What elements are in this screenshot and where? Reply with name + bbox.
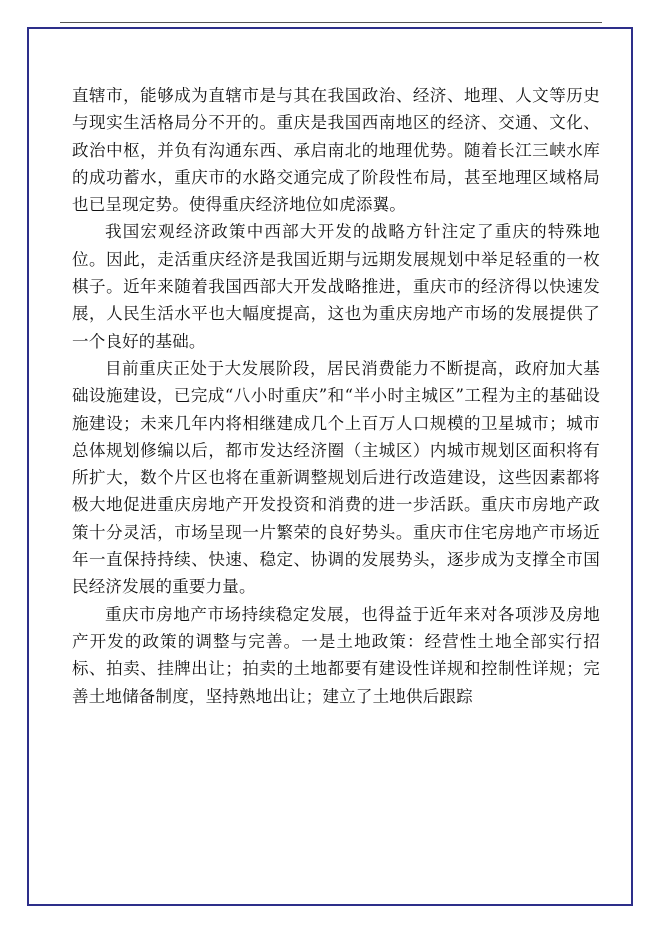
paragraph-4: 重庆市房地产市场持续稳定发展，也得益于近年来对各项涉及房地产开发的政策的调整与完善。一是土地政策：经营性土地全部实行招标、拍卖、挂牌出让；拍卖的土地都要有建设性详规和控制性详规；完善土地储备制度，坚持熟地出让；建立了土地供后跟踪 <box>72 604 600 706</box>
document-body <box>72 82 600 710</box>
paragraph-1: 直辖市，能够成为直辖市是与其在我国政治、经济、地理、人文等历史与现实生活格局分不开的。重庆是我国西南地区的经济、交通、文化、政治中枢，并负有沟通东西、承启南北的地理优势。随着长江三峡水库的成功蓄水，重庆市的水路交通完成了阶段性布局，甚至地理区域格局也已呈现定势。使得重庆经济地位如虎添翼。 <box>72 86 600 215</box>
header-rule <box>60 22 602 23</box>
paragraph-3: 目前重庆正处于大发展阶段，居民消费能力不断提高，政府加大基础设施建设，已完成“八小时重庆”和“半小时主城区”工程为主的基础设施建设；未来几年内将相继建成几个上百万人口规模的卫星城市；城市总体规划修编以后，都市发达经济圈（主城区）内城市规划区面积将有所扩大，数个片区也将在重新调整规划后进行改造建设，这些因素都将极大地促进重庆房地产开发投资和消费的进一步活跃。重庆市房地产政策十分灵活，市场呈现一片繁荣的良好势头。重庆市住宅房地产市场近年一直保持持续、快速、稳定、协调的发展势头，逐步成为支撑全市国民经济发展的重要力量。 <box>72 358 600 597</box>
paragraph-2: 我国宏观经济政策中西部大开发的战略方针注定了重庆的特殊地位。因此，走活重庆经济是我国近期与远期发展规划中举足轻重的一枚棋子。近年来随着我国西部大开发战略推进，重庆市的经济得以快速发展，人民生活水平也大幅度提高，这也为重庆房地产市场的发展提供了一个良好的基础。 <box>72 222 600 351</box>
